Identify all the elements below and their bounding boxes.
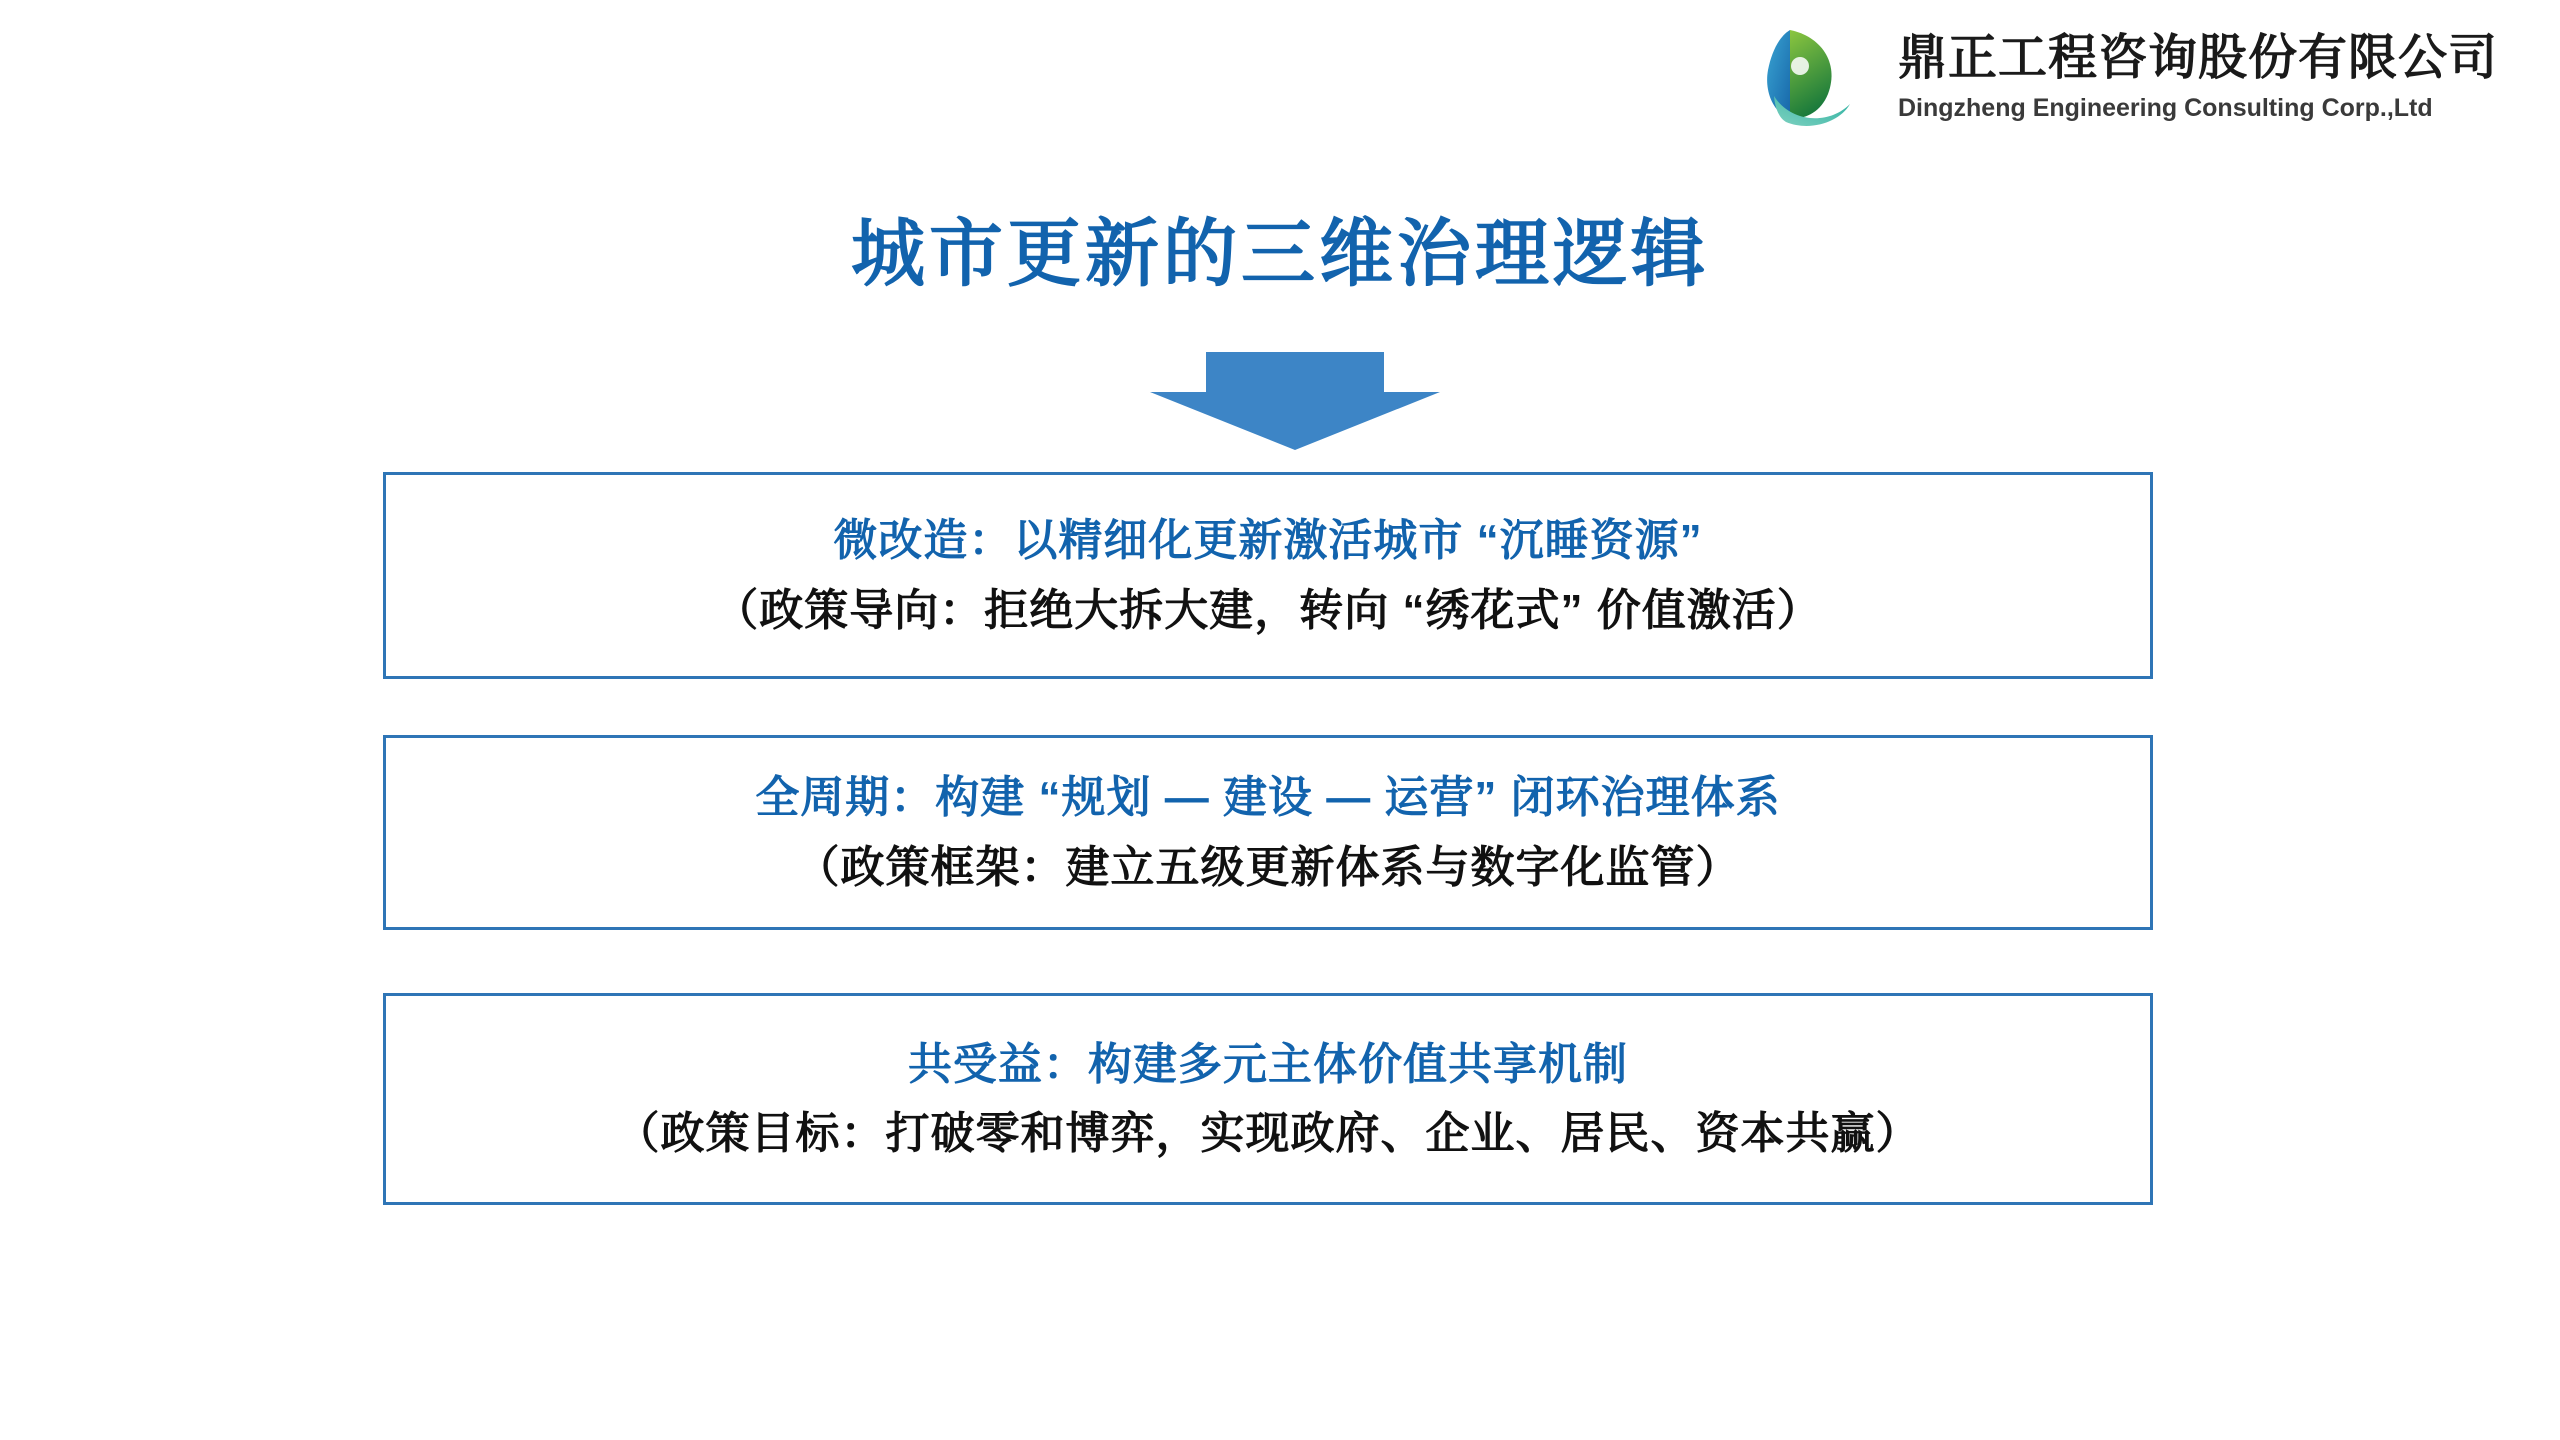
- statement-box-2-headline: 全周期：构建 “规划 — 建设 — 运营” 闭环治理体系: [755, 773, 1781, 823]
- brand-name-en: Dingzheng Engineering Consulting Corp.,Ltd: [1897, 93, 2433, 122]
- statement-box-2-detail: （政策框架：建立五级更新体系与数字化监管）: [795, 842, 1741, 892]
- brand-header: [1754, 22, 2498, 134]
- statement-box-1: [383, 472, 2153, 679]
- statement-box-3-detail: （政策目标：打破零和博弈，实现政府、企业、居民、资本共赢）: [615, 1109, 1921, 1158]
- down-arrow-icon: [1150, 352, 1440, 450]
- statement-box-3: [383, 993, 2153, 1205]
- statement-box-1-detail: （政策导向：拒绝大拆大建，转向 “绣花式” 价值激活）: [714, 585, 1822, 635]
- brand-name-cn: 鼎正工程咨询股份有限公司: [1897, 30, 2498, 85]
- statement-box-2: [383, 735, 2153, 930]
- brand-text-block: [1898, 32, 2498, 124]
- page-title: 城市更新的三维治理逻辑: [851, 212, 1709, 295]
- statement-box-3-headline: 共受益：构建多元主体价值共享机制: [908, 1039, 1628, 1089]
- dingzheng-leaf-logo-icon: [1754, 22, 1882, 134]
- statement-box-1-headline: 微改造：以精细化更新激活城市 “沉睡资源”: [833, 516, 1703, 566]
